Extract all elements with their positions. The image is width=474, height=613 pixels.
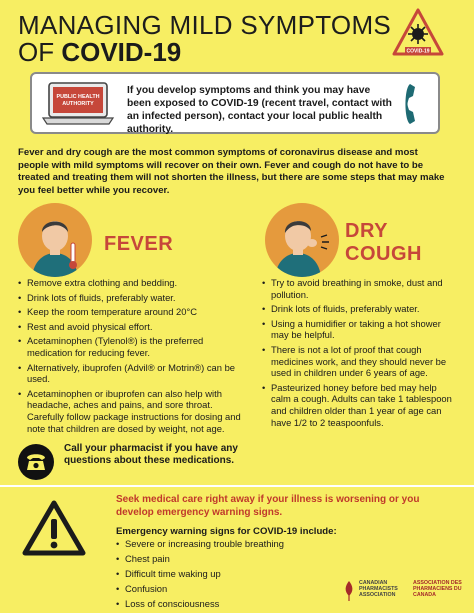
list-item: • Pasteurized honey before bed may help calm a cough. Adults can take 1 tablespoon and children older than 1 year of age can have 1/2 to 2 teaspoonfuls. [262, 382, 452, 428]
list-item: • Alternatively, ibuprofen (Advil® or Motrin®) can be used. [18, 362, 250, 385]
intro-paragraph: Fever and dry cough are the most common symptoms of coronavirus disease and most people with mild symptoms will recover on their own. Fever and cough do not have to be treated and treating them will not shorten the illness, but there are some steps that may make you feel better while you recover. [18, 147, 445, 196]
telephone-icon [18, 444, 54, 480]
title-covid: COVID-19 [61, 37, 182, 67]
page-title [18, 12, 398, 66]
association-name-en: CANADIAN PHARMACISTS ASSOCIATION [359, 580, 398, 599]
list-item: • Confusion [116, 583, 336, 595]
pharmacist-note [18, 440, 248, 488]
list-item: • Drink lots of fluids, preferably water. [262, 303, 452, 315]
association-name-fr: ASSOCIATION DES PHARMACIENS DU CANADA [413, 580, 462, 599]
pharmacists-association-logo [343, 579, 463, 605]
virus-warning-icon [392, 8, 444, 58]
list-item: • Chest pain [116, 553, 336, 565]
dry-cough-heading: DRY COUGH [345, 220, 422, 265]
public-health-callout [30, 72, 440, 134]
list-item: • Acetaminophen (Tylenol®) is the preferred medication for reducing fever. [18, 335, 250, 358]
list-item: • There is not a lot of proof that cough medicines work, and they should never be used in children under 6 years of age. [262, 344, 452, 379]
title-line-1: MANAGING MILD SYMPTOMS [18, 10, 392, 40]
pharmacist-text: Call your pharmacist if you have any questions about these medications. [64, 443, 238, 466]
list-item: • Try to avoid breathing in smoke, dust and pollution. [262, 277, 452, 300]
cough-person-avatar [265, 203, 339, 277]
laptop-screen-label: PUBLIC HEALTH [56, 94, 100, 100]
callout-text: If you develop symptoms and think you may have been exposed to COVID-19 (recent travel, contact with an infected person), contact your local public health authority. [127, 85, 392, 135]
hazard-badge-label: COVID-19 [406, 48, 430, 55]
list-item: • Using a humidifier or taking a hot shower may be helpful. [262, 318, 452, 341]
list-item: • Difficult time waking up [116, 568, 336, 580]
svg-text:AUTHORITY: AUTHORITY [62, 101, 94, 107]
emergency-signs-heading: Emergency warning signs for COVID-19 include: [116, 526, 337, 537]
list-item: • Drink lots of fluids, preferably water. [18, 292, 250, 304]
fever-tips-list [18, 277, 250, 437]
list-item: • Acetaminophen or ibuprofen can also help with headache, aches and pains, and sore throat. Carefully follow package instructions for dosing and note that children are dosed by weight, not age. [18, 388, 250, 434]
list-item: • Severe or increasing trouble breathing [116, 538, 336, 550]
list-item: • Remove extra clothing and bedding. [18, 277, 250, 289]
seek-care-warning: Seek medical care right away if your illness is worsening or you develop emergency warning signs. [116, 494, 420, 518]
laptop-icon [41, 82, 115, 126]
emergency-signs-list [116, 538, 336, 613]
section-divider [0, 485, 474, 487]
phone-icon [402, 82, 428, 126]
list-item: • Loss of consciousness [116, 598, 336, 610]
list-item: • Rest and avoid physical effort. [18, 321, 250, 333]
warning-icon [22, 500, 86, 556]
leaf-icon [343, 581, 355, 601]
title-line-2: OF COVID-19 [18, 37, 182, 67]
list-item: • Keep the room temperature around 20°C [18, 306, 250, 318]
fever-heading: FEVER [104, 233, 174, 255]
fever-person-avatar [18, 203, 92, 277]
cough-tips-list [262, 277, 452, 431]
